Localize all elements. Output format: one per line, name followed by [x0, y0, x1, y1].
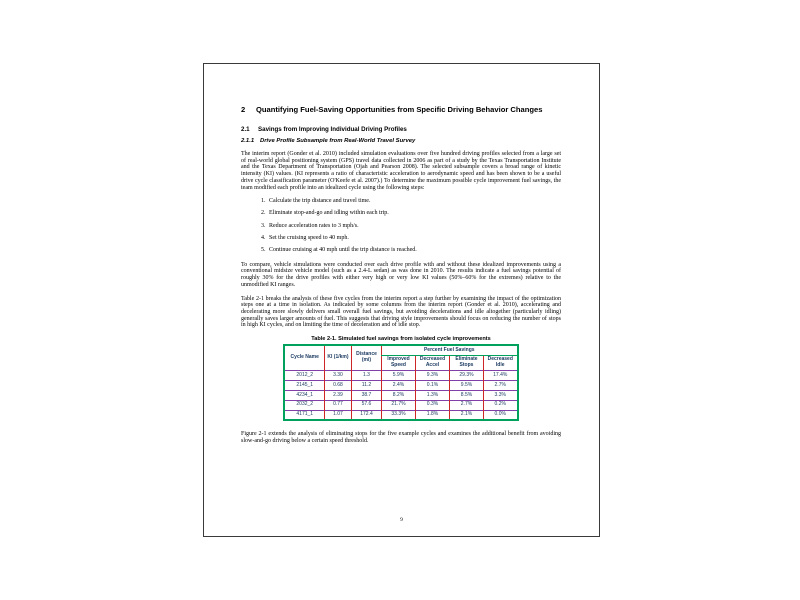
cell-distance: 172.4 [351, 410, 381, 420]
section-heading [241, 126, 561, 133]
cell-distance: 1.3 [351, 371, 381, 381]
subsection-number: 2.1.1 [241, 138, 255, 144]
paragraph-comparison: To compare, vehicle simulations were conducted over each drive profile with and without these idealized improvements using a conventional midsize vehicle model (such as a 2.4-L sedan) as was done in 2010. The results indicate a fuel savings potential of roughly 30% for the drive profiles with either very high or very low KI values (50%–60% for the extremes) relative to the unmodified KI ranges. [241, 261, 561, 288]
cell-eliminate-stops: 2.1% [449, 410, 483, 420]
list-item: 5. Continue cruising at 40 mph until the trip distance is reached. [267, 247, 561, 254]
cell-distance: 57.6 [351, 400, 381, 410]
cell-distance: 38.7 [351, 391, 381, 401]
column-header-cycle-name: Cycle Name [284, 345, 324, 371]
paragraph-intro: The interim report (Gonder et al. 2010) included simulation evaluations over five hundred driving profiles selected from a large set of real-world global positioning system (GPS) travel data collected in 2006 as part of a study by the Texas Transportation Institute and the Texas Department of Transportation (Ojah and Pearson 2008). The selected subsample covers a broad range of kinetic intensity (KI) values. (KI represents a ratio of characteristic acceleration to aerodynamic speed and has been shown to be a useful drive cycle classification parameter (O'Keefe et al. 2007).) To determine the maximum possible cycle improvement fuel savings, the team modified each profile into an idealized cycle using the following steps: [241, 151, 561, 191]
cell-eliminate-stops: 29.3% [449, 371, 483, 381]
cell-cycle-name: 4171_1 [284, 410, 324, 420]
paragraph-figure-reference: Figure 2-1 extends the analysis of eliminating stops for the five example cycles and examines the additional benefit from avoiding slow-and-go driving below a certain speed threshold. [241, 431, 561, 445]
cell-ki: 0.68 [324, 381, 351, 391]
paragraph-table-discussion: Table 2-1 breaks the analysis of these five cycles from the interim report a step further by examining the impact of the optimization steps one at a time in isolation. As indicated by some columns from the interim report (Gonder et al. 2010), accelerating and decelerating more slowly delivers small overall fuel savings, but avoiding decelerations and idle altogether (particularly idling) generally saves larger amounts of fuel. This suggests that driving style improvements should focus on reducing the number of stops in high KI cycles, and on limiting the time of deceleration and of idle stop. [241, 295, 561, 329]
document-page [203, 63, 600, 537]
chapter-heading [241, 105, 561, 114]
table-row [284, 371, 517, 381]
cell-ki: 0.77 [324, 400, 351, 410]
column-header-decreased-idle: Decreased Idle [483, 355, 517, 371]
cell-improved-speed: 5.9% [381, 371, 415, 381]
cell-ki: 2.39 [324, 391, 351, 401]
section-title: Savings from Improving Individual Driving Profiles [258, 126, 407, 133]
page-number: 9 [400, 517, 403, 523]
column-group-header-percent-fuel-savings: Percent Fuel Savings [381, 345, 517, 355]
cell-cycle-name: 2032_2 [284, 400, 324, 410]
cell-ki: 3.30 [324, 371, 351, 381]
chapter-title: Quantifying Fuel-Saving Opportunities from Specific Driving Behavior Changes [256, 105, 543, 114]
column-header-improved-speed: Improved Speed [381, 355, 415, 371]
cell-decreased-accel: 1.3% [415, 391, 449, 401]
cell-improved-speed: 8.2% [381, 391, 415, 401]
cell-decreased-accel: 9.3% [415, 371, 449, 381]
table-row [284, 391, 517, 401]
subsection-title: Drive Profile Subsample from Real-World Travel Survey [260, 138, 416, 144]
cell-decreased-idle: 2.7% [483, 381, 517, 391]
cell-decreased-idle: 0.0% [483, 410, 517, 420]
section-number: 2.1 [241, 126, 250, 133]
cell-eliminate-stops: 2.7% [449, 400, 483, 410]
cell-cycle-name: 4234_1 [284, 391, 324, 401]
column-header-ki: KI (1/km) [324, 345, 351, 371]
cell-decreased-accel: 0.3% [415, 400, 449, 410]
table-row [284, 381, 517, 391]
list-item: 2. Eliminate stop-and-go and idling within each trip. [267, 210, 561, 217]
cell-cycle-name: 2012_2 [284, 371, 324, 381]
cell-eliminate-stops: 9.5% [449, 381, 483, 391]
fuel-savings-table [283, 344, 518, 421]
cell-improved-speed: 33.3% [381, 410, 415, 420]
table-caption: Table 2-1. Simulated fuel savings from isolated cycle improvements [311, 336, 491, 343]
table-row [284, 410, 517, 420]
column-header-eliminate-stops: Eliminate Stops [449, 355, 483, 371]
list-item: 4. Set the cruising speed to 40 mph. [267, 235, 561, 242]
chapter-number: 2 [241, 105, 246, 114]
subsection-heading [241, 138, 561, 145]
idealization-steps-list [241, 198, 561, 254]
column-header-distance: Distance (mi) [351, 345, 381, 371]
table-header-row [284, 345, 517, 355]
cell-decreased-accel: 1.8% [415, 410, 449, 420]
cell-decreased-idle: 3.3% [483, 391, 517, 401]
cell-decreased-idle: 0.2% [483, 400, 517, 410]
table-row [284, 400, 517, 410]
column-header-decreased-accel: Decreased Accel [415, 355, 449, 371]
cell-distance: 11.2 [351, 381, 381, 391]
cell-decreased-accel: 0.1% [415, 381, 449, 391]
list-item: 1. Calculate the trip distance and travel time. [267, 198, 561, 205]
cell-improved-speed: 2.4% [381, 381, 415, 391]
cell-improved-speed: 21.7% [381, 400, 415, 410]
cell-cycle-name: 2145_1 [284, 381, 324, 391]
list-item: 3. Reduce acceleration rates to 3 mph/s. [267, 223, 561, 230]
cell-decreased-idle: 17.4% [483, 371, 517, 381]
cell-ki: 1.07 [324, 410, 351, 420]
cell-eliminate-stops: 8.5% [449, 391, 483, 401]
